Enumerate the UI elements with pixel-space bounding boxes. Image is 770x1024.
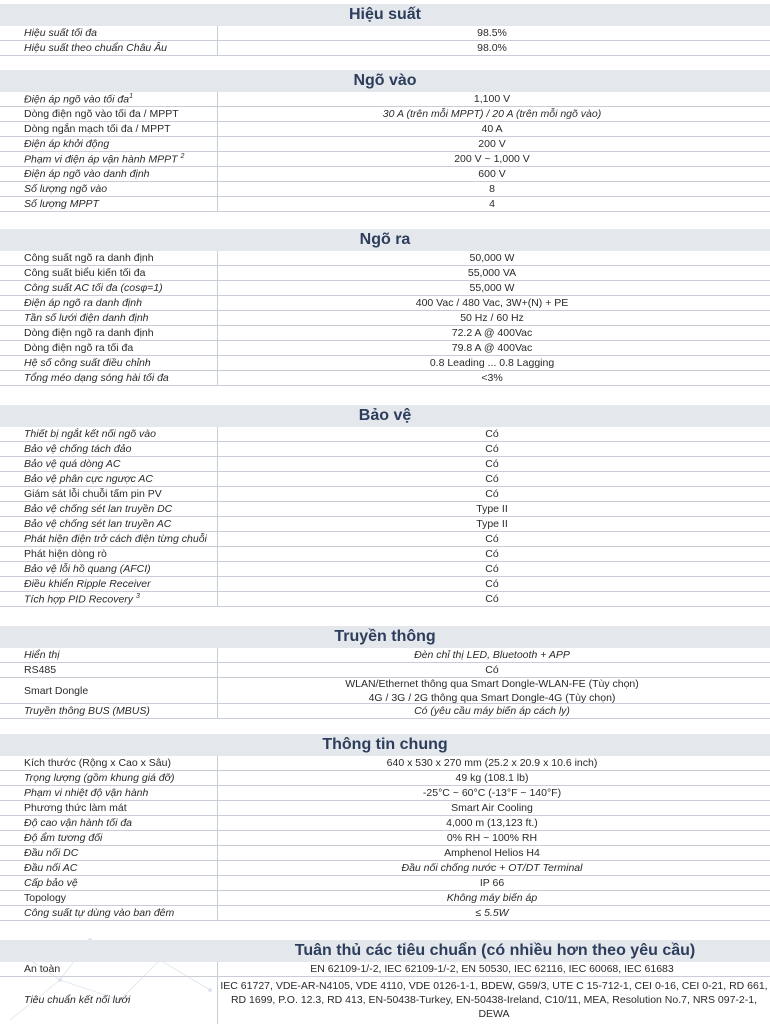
row-value: 72.2 A @ 400Vac [451, 327, 533, 339]
section-title-ngo-ra: Ngõ ra [0, 229, 770, 251]
column-divider [217, 427, 218, 607]
section-title-truyen-thong: Truyền thông [0, 626, 770, 648]
table-row [0, 577, 770, 592]
row-value: Có [485, 443, 499, 455]
table-row [0, 906, 770, 921]
row-label: Bảo vệ phân cực ngược AC [24, 473, 153, 485]
row-value: Type II [476, 503, 508, 515]
table-row [0, 122, 770, 137]
row-label: Dòng điện ngõ ra tối đa [24, 342, 134, 354]
row-label: Topology [24, 892, 67, 904]
row-value: 50 Hz / 60 Hz [460, 312, 524, 324]
row-value: 98.5% [477, 27, 507, 39]
table-row [0, 831, 770, 846]
table-row [0, 891, 770, 906]
row-label: Số lượng MPPT [24, 198, 99, 210]
row-value: 55,000 VA [467, 267, 517, 279]
row-label: Điện áp ngõ ra danh định [24, 297, 142, 309]
row-value: 98.0% [477, 42, 507, 54]
row-label: Cấp bảo vệ [24, 877, 78, 889]
row-value: Amphenol Helios H4 [444, 847, 540, 859]
table-row [0, 341, 770, 356]
row-value: IP 66 [479, 877, 505, 889]
row-label: Phạm vi điện áp vận hành MPPT $^2$ [24, 152, 185, 166]
section-title-tuan-thu: Tuân thủ các tiêu chuẩn (có nhiều hơn theo yêu cầu) [0, 940, 770, 962]
row-value: 1,100 V [473, 93, 511, 105]
row-label: Kích thước (Rộng x Cao x Sâu) [24, 757, 171, 769]
row-value: Đầu nối chống nước + OT/DT Terminal [401, 862, 583, 874]
table-row [0, 786, 770, 801]
row-label: Dòng điện ngõ vào tối đa / MPPT [24, 108, 179, 120]
row-label: Giám sát lỗi chuỗi tấm pin PV [24, 488, 162, 500]
dongle-wlan-text: WLAN/Ethernet thông qua Smart Dongle-WLAN-FE (Tùy chọn) [345, 677, 639, 690]
table-row [0, 846, 770, 861]
row-label: Điện áp ngõ vào danh định [24, 168, 150, 180]
table-row [0, 472, 770, 487]
row-value: Có [485, 428, 499, 440]
table-row [0, 442, 770, 457]
table-row [0, 876, 770, 891]
section-title-thong-tin-chung: Thông tin chung [0, 734, 770, 756]
section-title-ngo-vao: Ngõ vào [0, 70, 770, 92]
table-row [0, 266, 770, 281]
row-label: Thiết bị ngắt kết nối ngõ vào [24, 428, 156, 440]
row-value: 49 kg (108.1 lb) [455, 772, 529, 784]
table-row [0, 816, 770, 831]
row-value: EN 62109-1/-2, IEC 62109-1/-2, EN 50530, IEC 62116, IEC 60068, IEC 61683 [310, 963, 674, 975]
table-row [0, 152, 770, 167]
row-label: Điều khiển Ripple Receiver [24, 578, 151, 590]
row-label: Truyền thông BUS (MBUS) [24, 705, 150, 717]
row-value: ≤ 5.5W [475, 907, 509, 919]
row-value: Có [485, 488, 499, 500]
row-value: 8 [489, 183, 495, 195]
row-value [218, 677, 770, 705]
row-label: Độ cao vận hành tối đa [24, 817, 132, 829]
row-label: Dòng điện ngõ ra danh định [24, 327, 154, 339]
section-title-hieu-suat: Hiệu suất [0, 4, 770, 26]
row-label: Bảo vệ quá dòng AC [24, 458, 121, 470]
table-row [0, 532, 770, 547]
table-row [0, 502, 770, 517]
table-row [0, 801, 770, 816]
row-value: Có [485, 458, 499, 470]
row-label: Điện áp khởi động [24, 138, 110, 150]
column-divider [217, 756, 218, 921]
row-label: Số lượng ngõ vào [24, 183, 108, 195]
row-value: Có [485, 533, 499, 545]
column-divider [217, 92, 218, 212]
table-row [0, 296, 770, 311]
table-row [0, 756, 770, 771]
row-label: Tổng méo dạng sóng hài tối đa [24, 372, 169, 384]
row-label: Công suất tự dùng vào ban đêm [24, 907, 175, 919]
row-value: 600 V [478, 168, 506, 180]
footnote-marker: 1 [129, 92, 133, 100]
row-label: Trọng lượng (gồm khung giá đỡ) [24, 772, 175, 784]
row-label: Công suất ngõ ra danh định [24, 252, 154, 264]
row-label: Dòng ngắn mạch tối đa / MPPT [24, 123, 171, 135]
row-value: 200 V [478, 138, 506, 150]
table-row [0, 92, 770, 107]
table-row [0, 167, 770, 182]
column-divider [217, 251, 218, 386]
table-row [0, 562, 770, 577]
row-label: Phát hiện dòng rò [24, 548, 107, 560]
row-label: Bảo vệ chống sét lan truyền DC [24, 503, 173, 515]
row-label: Phát hiện điện trở cách điện từng chuỗi [24, 533, 207, 545]
row-label: An toàn [24, 963, 61, 975]
row-label: Bảo vệ lỗi hồ quang (AFCI) [24, 563, 151, 575]
row-value: 200 V ~ 1,000 V [454, 153, 530, 165]
table-row [0, 137, 770, 152]
row-value: 4,000 m (13,123 ft.) [446, 817, 538, 829]
row-value: Không máy biến áp [446, 892, 538, 904]
row-value: 400 Vac / 480 Vac, 3W+(N) + PE [415, 297, 569, 309]
footnote-marker: 2 [180, 152, 185, 160]
row-label: Smart Dongle [24, 684, 89, 697]
table-row [0, 487, 770, 502]
table-row [0, 517, 770, 532]
row-label: Hệ số công suất điều chỉnh [24, 357, 151, 369]
row-value: Có (yêu cầu máy biến áp cách ly) [414, 705, 570, 717]
table-row [0, 648, 770, 663]
row-label: Công suất biểu kiến tối đa [24, 267, 146, 279]
row-value: Có [485, 578, 499, 590]
row-value: IEC 61727, VDE-AR-N4105, VDE 4110, VDE 0126-1-1, BDEW, G59/3, UTE C 15-712-1, CEI 0-16, CEI 0-21, RD 661, RD 1699, P.O. 12.3, RD 413, EN-50438-Turkey, EN-50438-Ireland, C10/11, MEA, Resolution No.7, NRS 097-2-1, DEWA [220, 979, 768, 1020]
row-label: Độ ẩm tương đối [24, 832, 103, 844]
table-row [0, 771, 770, 786]
table-row [0, 251, 770, 266]
table-row [0, 326, 770, 341]
row-label: Tần số lưới điện danh định [24, 312, 149, 324]
row-label: Phạm vi nhiệt độ vận hành [24, 787, 149, 799]
row-value: Đèn chỉ thị LED, Bluetooth + APP [414, 649, 570, 661]
row-label: Phương thức làm mát [24, 802, 127, 814]
row-label: Bảo vệ chống sét lan truyền AC [24, 518, 172, 530]
row-label: Hiệu suất tối đa [24, 27, 97, 39]
dongle-4g-text: 4G / 3G / 2G thông qua Smart Dongle-4G (Tùy chọn) [368, 691, 616, 704]
footnote-marker: 3 [135, 592, 140, 600]
column-divider [217, 26, 218, 56]
row-value: Smart Air Cooling [451, 802, 533, 814]
table-row [0, 457, 770, 472]
row-value: 4 [489, 198, 495, 210]
row-label: Đầu nối AC [24, 862, 78, 874]
column-divider [217, 962, 218, 1024]
row-label: RS485 [24, 664, 57, 676]
row-value: Có [485, 593, 499, 605]
row-value: 30 A (trên mỗi MPPT) / 20 A (trên mỗi ngõ vào) [382, 108, 602, 120]
row-label: Hiển thị [24, 649, 60, 661]
row-value: 79.8 A @ 400Vac [451, 342, 533, 354]
row-label: Điện áp ngõ vào tối $đa^1$ [24, 92, 133, 106]
row-value: -25°C ~ 60°C (-13°F ~ 140°F) [422, 787, 562, 799]
table-row [0, 356, 770, 371]
row-value: 0% RH ~ 100% RH [446, 832, 538, 844]
row-value: 50,000 W [469, 252, 515, 264]
row-value: Có [485, 548, 499, 560]
column-divider [217, 648, 218, 719]
row-value: <3% [481, 372, 503, 384]
table-row [0, 592, 770, 607]
table-row [0, 182, 770, 197]
row-value: Có [485, 664, 499, 676]
row-label: Bảo vệ chống tách đảo [24, 443, 132, 455]
row-label: Tích hợp PID Recovery $^3$ [24, 592, 140, 606]
table-row [0, 977, 770, 1022]
table-row [0, 197, 770, 212]
table-row [0, 311, 770, 326]
section-title-bao-ve: Bảo vệ [0, 405, 770, 427]
table-row [0, 371, 770, 386]
table-row [0, 861, 770, 876]
row-value: 40 A [481, 123, 503, 135]
row-value: Có [485, 563, 499, 575]
row-label: Tiêu chuẩn kết nối lưới [24, 993, 131, 1006]
row-value: 0.8 Leading ... 0.8 Lagging [429, 357, 555, 369]
row-label: Đầu nối DC [24, 847, 79, 859]
table-row [0, 107, 770, 122]
table-row [0, 281, 770, 296]
row-value: Type II [476, 518, 508, 530]
table-row [0, 547, 770, 562]
row-value: 55,000 W [469, 282, 515, 294]
row-label: Hiệu suất theo chuẩn Châu Âu [24, 42, 168, 54]
table-row [0, 704, 770, 719]
table-row [0, 26, 770, 41]
row-value: 640 x 530 x 270 mm (25.2 x 20.9 x 10.6 inch) [386, 757, 598, 769]
row-label: Công suất AC tối đa (cosφ=1) [24, 282, 163, 294]
row-value: Có [485, 473, 499, 485]
table-row [0, 41, 770, 56]
table-row [0, 962, 770, 977]
table-row [0, 678, 770, 704]
table-row [0, 427, 770, 442]
